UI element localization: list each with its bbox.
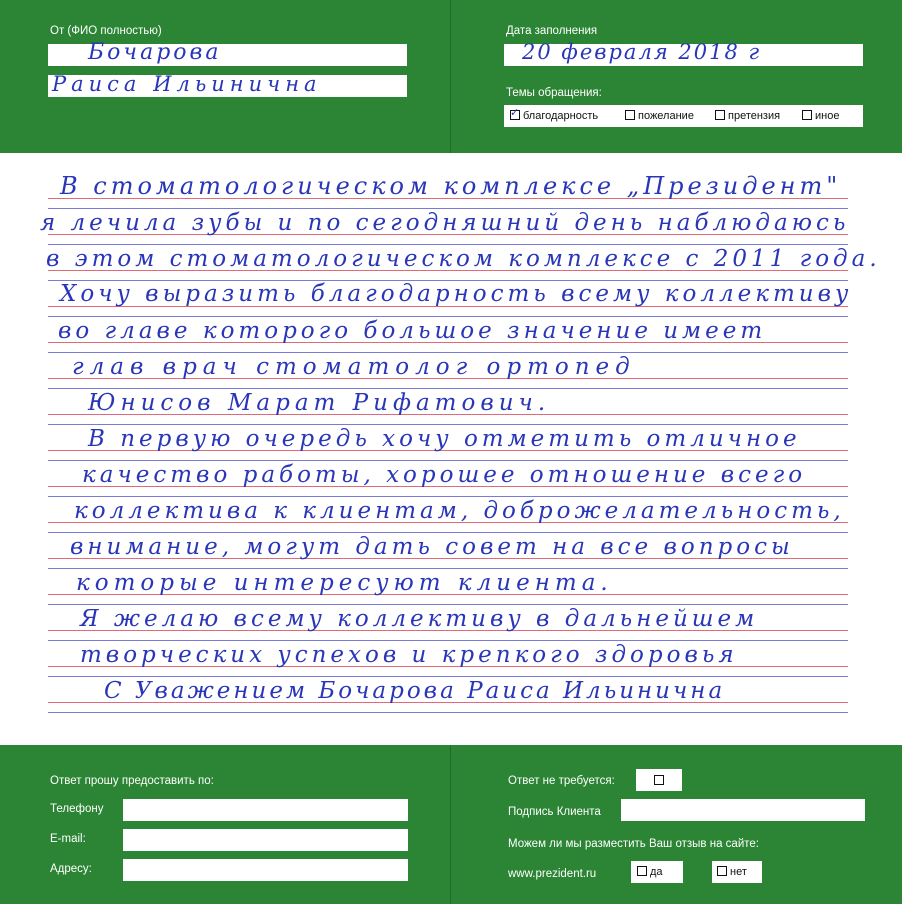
topic-other[interactable] <box>802 110 839 122</box>
email-field[interactable] <box>123 829 408 851</box>
header-divider <box>450 0 451 153</box>
letter-line: которые интересуют клиента. <box>76 570 613 596</box>
checkbox-icon <box>654 775 664 785</box>
letter-line: В первую очередь хочу отметить отличное <box>88 426 801 452</box>
topic-label: претензия <box>728 110 781 122</box>
address-label: Адресу: <box>50 863 92 875</box>
no-reply-label: Ответ не требуется: <box>508 775 615 787</box>
topics-box <box>504 105 863 127</box>
checkbox-icon <box>715 110 725 120</box>
letter-line: творческих успехов и крепкого здоровья <box>80 642 738 668</box>
publish-yes-option[interactable] <box>631 861 683 883</box>
ruled-line <box>48 460 848 461</box>
ruled-line <box>48 424 848 425</box>
date-label: Дата заполнения <box>506 25 598 37</box>
checkbox-icon <box>802 110 812 120</box>
ruled-line <box>48 532 848 533</box>
ruled-line <box>48 640 848 641</box>
letter-line: глав врач стоматолог ортопед <box>72 354 636 380</box>
checkbox-icon <box>637 866 647 876</box>
phone-field[interactable] <box>123 799 408 821</box>
ruled-line <box>48 496 848 497</box>
letter-line: С Уважением Бочарова Раиса Ильинична <box>104 678 726 704</box>
checkbox-icon <box>717 866 727 876</box>
name-field-line1[interactable] <box>48 40 407 66</box>
date-text: 20 февраля 2018 г <box>522 40 762 64</box>
reply-label: Ответ прошу предоставить по: <box>50 775 214 787</box>
letter-line: внимание, могут дать совет на все вопросы <box>70 534 794 560</box>
topic-label: пожелание <box>638 110 694 122</box>
topic-gratitude[interactable] <box>510 110 598 122</box>
topic-label: иное <box>815 110 840 122</box>
name-line1-text: Бочарова <box>88 40 222 65</box>
checkbox-icon <box>510 110 520 120</box>
address-field[interactable] <box>123 859 408 881</box>
ruled-line <box>48 712 848 713</box>
letter-line: Я желаю всему коллективу в дальнейшем <box>80 606 759 632</box>
checkbox-icon <box>625 110 635 120</box>
letter-line: Юнисов Марат Рифатович. <box>88 390 551 416</box>
name-line2-text: Раиса Ильинична <box>52 72 322 96</box>
letter-line: во главе которого большое значение имеет <box>58 318 767 344</box>
footer-divider <box>450 745 451 904</box>
letter-line: я лечила зубы и по сегодняшний день наблюдаюсь <box>40 210 850 236</box>
name-field-line2[interactable] <box>48 72 407 97</box>
ruled-line <box>48 244 848 245</box>
publish-no-option[interactable] <box>712 861 762 883</box>
yes-label: да <box>650 866 663 878</box>
no-reply-box[interactable] <box>636 769 682 791</box>
letter-line: Хочу выразить благодарность всему коллективу <box>60 281 853 307</box>
topic-wish[interactable] <box>625 110 694 122</box>
no-label: нет <box>730 866 747 878</box>
topics-label: Темы обращения: <box>506 87 602 99</box>
signature-field[interactable] <box>621 799 865 821</box>
topic-label: благодарность <box>523 110 599 122</box>
ruled-line <box>48 568 848 569</box>
email-label: E-mail: <box>50 833 86 845</box>
phone-label: Телефону <box>50 803 104 815</box>
ruled-line <box>48 604 848 605</box>
letter-line: в этом стоматологическом комплексе с 2011 года. <box>46 246 881 272</box>
ruled-line <box>48 388 848 389</box>
from-label: От (ФИО полностью) <box>50 25 162 37</box>
website-link[interactable]: www.prezident.ru <box>508 868 597 880</box>
letter-line: коллектива к клиентам, доброжелательность, <box>74 498 845 524</box>
topic-claim[interactable] <box>715 110 780 122</box>
letter-line: качество работы, хорошее отношение всего <box>82 462 807 488</box>
signature-label: Подпись Клиента <box>508 806 601 818</box>
ruled-line <box>48 676 848 677</box>
letter-line: В стоматологическом комплексе „Президент" <box>60 172 842 200</box>
ruled-line <box>48 316 848 317</box>
date-field[interactable] <box>504 40 863 66</box>
ruled-line <box>48 208 848 209</box>
ruled-line <box>48 352 848 353</box>
publish-question: Можем ли мы разместить Ваш отзыв на сайте: <box>508 838 759 850</box>
